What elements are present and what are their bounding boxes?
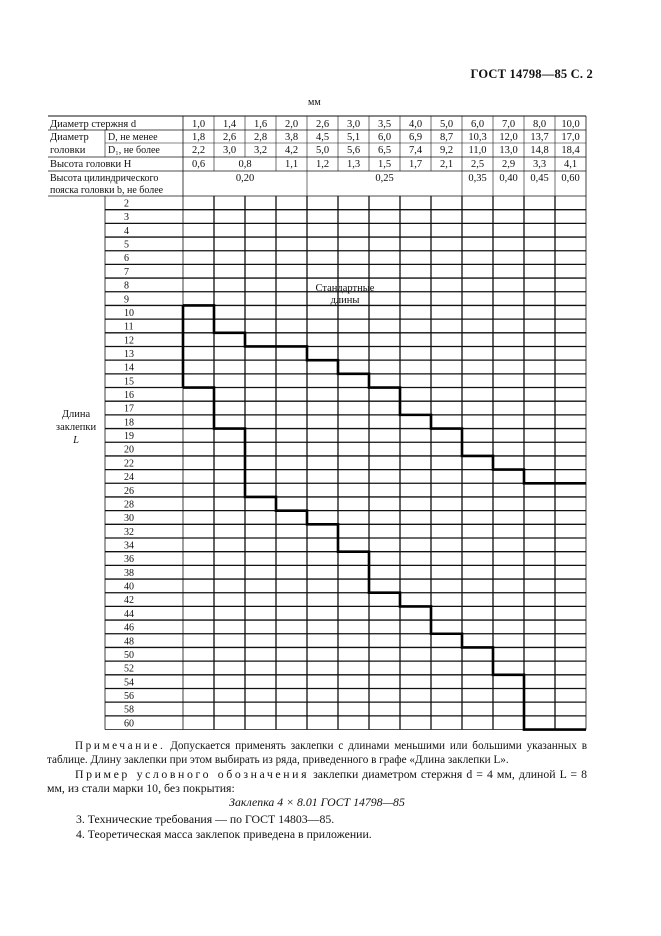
diameter-value: 1,4: [222, 119, 237, 130]
height-value: 2,9: [501, 159, 516, 170]
length-value: 9: [124, 294, 129, 306]
height-value: 1,5: [377, 159, 392, 170]
length-value: 16: [124, 390, 134, 402]
example-text: заклепки диаметром стержня d = 4 мм, длиной L = 8 мм, из стали марки 10, без покрытия:: [47, 767, 587, 795]
standard-lengths-upper-boundary: [183, 305, 586, 483]
d1-max-value: 14,8: [530, 145, 549, 156]
length-value: 48: [124, 636, 134, 648]
d1-max-value: 5,0: [315, 145, 330, 156]
d-min-value: 6,9: [408, 132, 423, 143]
height-value: 0,6: [191, 159, 206, 170]
diameter-value: 1,6: [253, 119, 268, 130]
height-value: 1,7: [408, 159, 423, 170]
d1-max-value: 11,0: [468, 145, 487, 156]
page-header: ГОСТ 14798—85 С. 2: [470, 67, 593, 81]
length-value: 22: [124, 458, 134, 470]
length-value: 17: [124, 403, 134, 415]
d-min-value: 3,8: [284, 132, 299, 143]
label-d1-max: D₁, не более: [108, 145, 160, 156]
height-value: 0,8: [238, 159, 252, 170]
diameter-value: 4,0: [408, 119, 423, 130]
standard-lengths-label: Стандартные: [315, 283, 375, 294]
height-value: 1,2: [315, 159, 330, 170]
example-paragraph: [47, 768, 587, 795]
d-min-value: 5,1: [346, 132, 361, 143]
diameter-value: 7,0: [501, 119, 516, 130]
label-length-3: L: [73, 435, 79, 446]
label-head-1: Диаметр: [50, 132, 89, 143]
height-value: 2,1: [439, 159, 454, 170]
d-min-value: 10,3: [468, 132, 487, 143]
d-min-value: 12,0: [499, 132, 518, 143]
length-value: 7: [124, 266, 129, 278]
label-diameter: Диаметр стержня d: [50, 119, 137, 130]
length-value: 8: [124, 280, 129, 292]
item-3: 3. Технические требования — по ГОСТ 14803—85.: [76, 812, 335, 826]
label-d-min: D, не менее: [108, 132, 158, 143]
note-text: Допускается применять заклепки с длинами меньшими или большими указанных в таблице. Длину заклепки при этом выбирать из ряда, приведенного в графе «Длина заклепки L».: [47, 740, 587, 766]
d-min-value: 1,8: [191, 132, 206, 143]
length-value: 30: [124, 513, 134, 525]
d1-max-value: 3,2: [253, 145, 268, 156]
length-value: 11: [124, 321, 134, 333]
label-height: Высота головки H: [50, 159, 132, 170]
length-value: 36: [124, 554, 134, 566]
b-value: 0,60: [561, 173, 580, 184]
length-value: 18: [124, 417, 134, 429]
length-value: 40: [124, 581, 134, 593]
length-value: 58: [124, 704, 134, 716]
d-min-value: 4,5: [315, 132, 330, 143]
length-value: 19: [124, 431, 134, 443]
height-value: 4,1: [563, 159, 578, 170]
label-cyl-2: пояска головки b, не более: [50, 185, 164, 196]
length-value: 6: [124, 253, 129, 265]
length-value: 56: [124, 690, 134, 702]
b-value: 0,35: [468, 173, 487, 184]
b-value: 0,40: [499, 173, 518, 184]
length-value: 32: [124, 526, 134, 538]
diameter-value: 10,0: [561, 119, 580, 130]
height-value: 1,1: [284, 159, 299, 170]
length-value: 15: [124, 376, 134, 388]
designation-example: Заклепка 4 × 8.01 ГОСТ 14798—85: [229, 795, 405, 809]
diameter-value: 1,0: [191, 119, 206, 130]
d1-max-value: 4,2: [284, 145, 299, 156]
d-min-value: 17,0: [561, 132, 580, 143]
length-value: 46: [124, 622, 134, 634]
length-value: 20: [124, 444, 134, 456]
length-value: 42: [124, 595, 134, 607]
standard-lengths-label: длины: [330, 295, 360, 306]
diameter-value: 2,6: [315, 119, 330, 130]
item-4: 4. Теоретическая масса заклепок приведена в приложении.: [76, 827, 372, 841]
diameter-value: 3,5: [377, 119, 392, 130]
d1-max-value: 13,0: [499, 145, 518, 156]
length-value: 4: [124, 225, 129, 237]
d1-max-value: 6,5: [377, 145, 392, 156]
d-min-value: 6,0: [377, 132, 392, 143]
b-value: 0,45: [530, 173, 549, 184]
d-min-value: 2,6: [222, 132, 237, 143]
length-value: 12: [124, 335, 134, 347]
b-value: 0,25: [375, 173, 394, 184]
length-value: 2: [124, 198, 129, 210]
label-length-2: заклепки: [55, 422, 97, 433]
length-value: 10: [124, 307, 134, 319]
length-value: 50: [124, 649, 134, 661]
length-value: 28: [124, 499, 134, 511]
note-paragraph: [47, 740, 587, 767]
length-value: 24: [124, 472, 134, 484]
d1-max-value: 2,2: [191, 145, 206, 156]
d1-max-value: 7,4: [408, 145, 423, 156]
note-lead: Примечание.: [75, 740, 166, 752]
d1-max-value: 5,6: [346, 145, 361, 156]
length-value: 34: [124, 540, 134, 552]
d1-max-value: 18,4: [561, 145, 580, 156]
length-value: 52: [124, 663, 134, 675]
length-value: 14: [124, 362, 134, 374]
length-value: 5: [124, 239, 129, 251]
d-min-value: 2,8: [253, 132, 268, 143]
length-value: 60: [124, 718, 134, 730]
d1-max-value: 3,0: [222, 145, 237, 156]
length-value: 54: [124, 677, 134, 689]
label-length-1: Длина: [61, 409, 91, 420]
length-value: 38: [124, 567, 134, 579]
unit-label: мм: [308, 97, 321, 108]
length-value: 3: [124, 212, 129, 224]
length-value: 26: [124, 485, 134, 497]
label-head-2: головки: [50, 145, 86, 156]
d-min-value: 13,7: [530, 132, 549, 143]
diameter-value: 2,0: [284, 119, 299, 130]
d-min-value: 8,7: [439, 132, 454, 143]
height-value: 2,5: [470, 159, 485, 170]
label-cyl-1: Высота цилиндрического: [50, 173, 159, 184]
example-lead: Пример условного обозначения: [75, 767, 310, 781]
height-value: 1,3: [346, 159, 361, 170]
diameter-value: 3,0: [346, 119, 361, 130]
diameter-value: 8,0: [532, 119, 547, 130]
b-value: 0,20: [235, 173, 255, 184]
d1-max-value: 9,2: [439, 145, 454, 156]
standard-lengths-lower-boundary: [183, 388, 586, 730]
diameter-value: 6,0: [470, 119, 485, 130]
length-value: 13: [124, 348, 134, 360]
height-value: 3,3: [532, 159, 547, 170]
diameter-value: 5,0: [439, 119, 454, 130]
length-value: 44: [124, 608, 134, 620]
